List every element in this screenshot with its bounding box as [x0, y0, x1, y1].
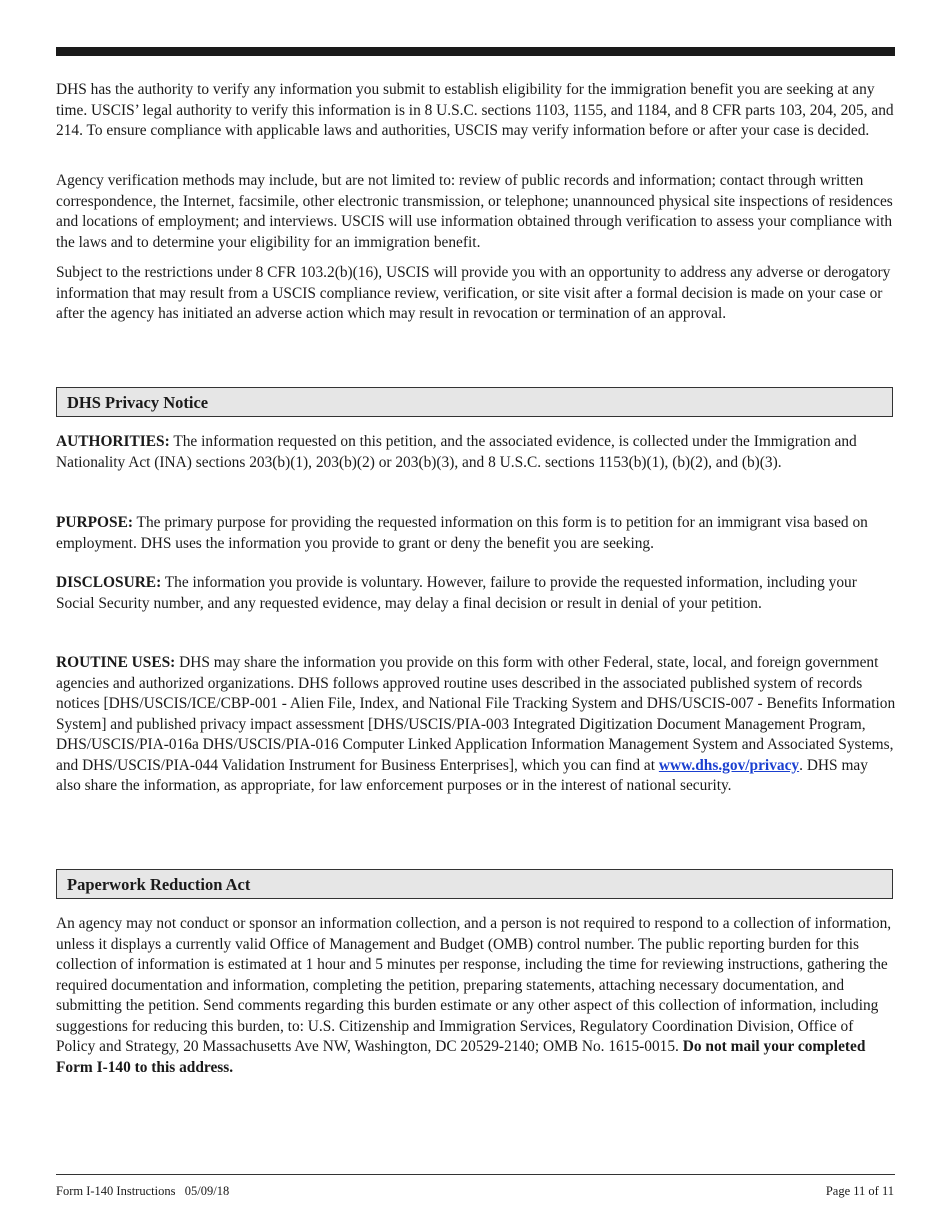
paperwork-text: An agency may not conduct or sponsor an information collection, and a person is not required to respond to a collection of information, unless it displays a currently valid Office of Management and Budget (OMB) control number. The public reporting burden for this collection of information is estimated at 1 hour and 5 minutes per response, including the time for reviewing instructions, gathering the required documentation and information, completing the petition, preparing statements, attaching necessary documentation, and submitting the petition. Send comments regarding this burden estimate or any other aspect of this collection of information, including suggestions for reducing this burden, to: U.S. Citizenship and Immigration Services, Regulatory Coordination Division, Office of Policy and Strategy, 20 Massachusetts Ave NW, Washington, DC 20529-2140; OMB No. 1615-0015. — [56, 915, 892, 1055]
disclosure-paragraph — [56, 573, 896, 614]
disclosure-text: The information you provide is voluntary. However, failure to provide the requested information, including your Social Security number, and any requested evidence, may delay a final decision or result in denial of your petition. — [56, 574, 857, 612]
routine-uses-paragraph — [56, 653, 896, 797]
top-rule — [56, 47, 895, 56]
purpose-paragraph — [56, 513, 896, 554]
routine-uses-text: DHS may share the information you provide on this form with other Federal, state, local, and foreign government agencies and authorized organizations. DHS follows approved routine uses described in the associated published system of records notices [DHS/USCIS/ICE/CBP-001 - Alien File, Index, and National File Tracking System and DHS/USCIS-007 - Benefits Information System] and published privacy impact assessment [DHS/USCIS/PIA-003 Integrated Digitization Document Management Program, DHS/USCIS/PIA-016a DHS/USCIS/PIA-016 Computer Linked Application Information Management System and Associated Systems, and DHS/USCIS/PIA-044 Validation Instrument for Business Enterprises], which you can find at — [56, 654, 896, 774]
purpose-text: The primary purpose for providing the requested information on this form is to petition for an immigrant visa based on employment. DHS uses the information you provide to grant or deny the benefit you are seeking. — [56, 514, 868, 552]
authorities-paragraph — [56, 432, 896, 473]
intro-paragraph-1: DHS has the authority to verify any information you submit to establish eligibility for the immigration benefit you are seeking at any time. USCIS’ legal authority to verify this information is in 8 U.S.C. sections 1103, 1155, and 1184, and 8 CFR parts 103, 204, 205, and 214. To ensure compliance with applicable laws and authorities, USCIS may verify information before or after your case is decided. — [56, 81, 894, 139]
paperwork-bold-notice: Do not mail your completed Form I-140 to this address. — [56, 1038, 866, 1076]
footer-page-number: Page 11 of 11 — [825, 1184, 894, 1198]
privacy-notice-header: DHS Privacy Notice — [56, 387, 893, 417]
intro-paragraph-3: Subject to the restrictions under 8 CFR 103.2(b)(16), USCIS will provide you with an opportunity to address any adverse or derogatory information that may result from a USCIS compliance review, verification, or site visit after a formal decision is made on your case or after the agency has initiated an adverse action which may result in revocation or termination of an approval. — [56, 264, 891, 322]
authorities-text: The information requested on this petition, and the associated evidence, is collected under the Immigration and Nationality Act (INA) sections 203(b)(1), 203(b)(2) or 203(b)(3), and 8 U.S.C. sections 1153(b)(1), (b)(2), and (b)(3). — [56, 433, 857, 471]
disclosure-label: DISCLOSURE: — [56, 574, 162, 591]
authorities-label: AUTHORITIES: — [56, 433, 170, 450]
paperwork-paragraph — [56, 914, 896, 1078]
paperwork-reduction-header: Paperwork Reduction Act — [56, 869, 893, 899]
footer-rule — [56, 1174, 895, 1175]
footer-form-label: Form I-140 Instructions 05/09/18 — [56, 1184, 230, 1198]
routine-uses-text-end: . DHS may also share the information, as appropriate, for law enforcement purposes or in the interest of national security. — [56, 756, 868, 794]
routine-uses-label: ROUTINE USES: — [56, 654, 176, 671]
dhs-privacy-link[interactable]: www.dhs.gov/privacy — [658, 756, 800, 774]
purpose-label: PURPOSE: — [56, 514, 133, 531]
intro-paragraph-2: Agency verification methods may include, but are not limited to: review of public records and information; contact through written correspondence, the Internet, facsimile, other electronic transmission, or telephone; unannounced physical site inspections of residences and locations of employment; and interviews. USCIS will use information obtained through verification to assess your compliance with the laws and to determine your eligibility for an immigration benefit. — [56, 172, 893, 251]
